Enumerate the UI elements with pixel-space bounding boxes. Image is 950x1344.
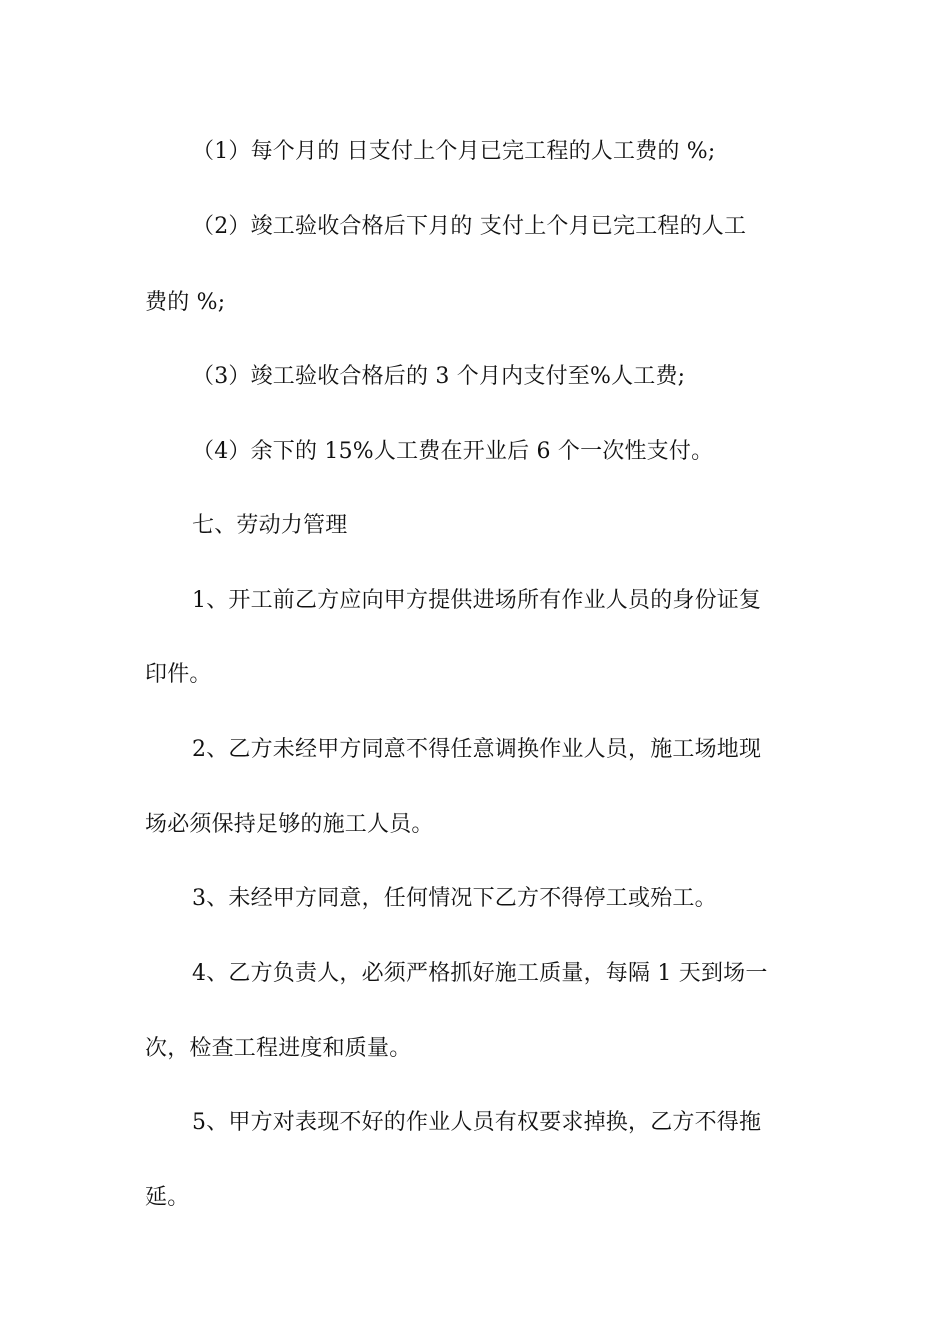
labor-clause-5-continued: 延。 — [145, 1185, 190, 1210]
labor-clause-4: 4、乙方负责人，必须严格抓好施工质量，每隔 1 天到场一 — [192, 961, 768, 986]
payment-item-2: （2）竣工验收合格后下月的 支付上个月已完工程的人工 — [192, 214, 747, 239]
labor-clause-1-continued: 印件。 — [145, 662, 212, 687]
labor-clause-3: 3、未经甲方同意，任何情况下乙方不得停工或殆工。 — [192, 886, 717, 911]
labor-clause-2: 2、乙方未经甲方同意不得任意调换作业人员，施工场地现 — [192, 737, 762, 762]
payment-item-2-continued: 费的 %; — [145, 290, 226, 315]
section-heading-labor-management: 七、劳动力管理 — [192, 513, 348, 538]
labor-clause-1: 1、开工前乙方应向甲方提供进场所有作业人员的身份证复 — [192, 588, 762, 613]
payment-item-4: （4）余下的 15%人工费在开业后 6 个一次性支付。 — [192, 439, 714, 464]
labor-clause-5: 5、甲方对表现不好的作业人员有权要求掉换，乙方不得拖 — [192, 1110, 762, 1135]
labor-clause-2-continued: 场必须保持足够的施工人员。 — [145, 812, 434, 837]
labor-clause-4-continued: 次，检查工程进度和质量。 — [145, 1036, 412, 1061]
payment-item-3: （3）竣工验收合格后的 3 个月内支付至%人工费; — [192, 364, 686, 389]
payment-item-1: （1）每个月的 日支付上个月已完工程的人工费的 %; — [192, 139, 716, 164]
